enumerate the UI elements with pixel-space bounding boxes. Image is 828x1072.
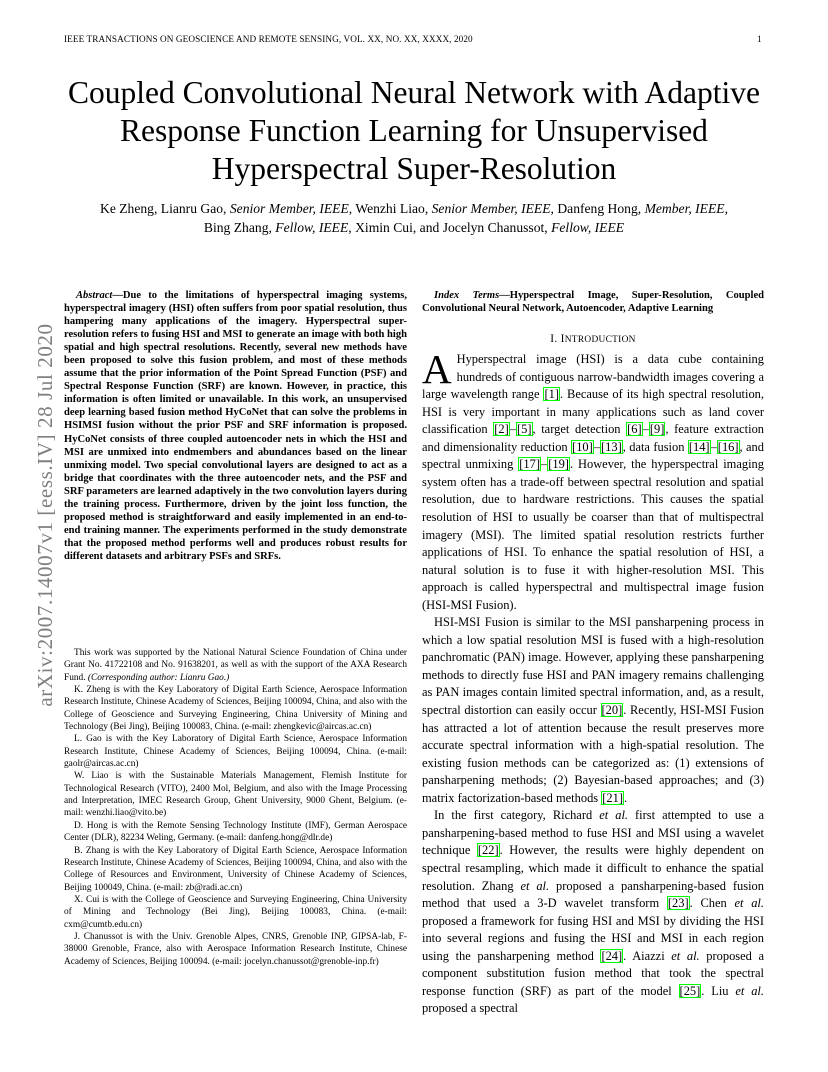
range-dash: – [710,439,717,454]
index-terms-label: Index Terms [434,290,500,301]
intro-paragraph-3 [422,807,764,1018]
citation-link[interactable]: [19] [548,457,569,472]
author-group-5: Ximin Cui, and Jocelyn Chanussot, [355,220,548,235]
paragraph-text: proposed a component substitution fusion method that took the spectral response function (SRF) as part of the model [422,948,764,998]
range-dash: – [593,439,600,454]
author-list [86,199,742,237]
section-heading [422,333,764,345]
footnote-affiliation: D. Hong is with the Remote Sensing Technology Institute (IMF), German Aerospace Center (DLR), 82234 Weling, Germany. (e-mail: danfeng.hong@dlr.de) [64,820,407,844]
paragraph-text: . Recently, HSI-MSI Fusion has attracted a lot of attention because the result preserves more accurate spectral information with a high-spatial resolution. The existing fusion methods can be categorized as: (1) extensions of pansharpening methods; (2) Bayesian-based approaches; and (3) matrix factorization-based methods [422,703,764,805]
footnote-affiliation: B. Zhang is with the Key Laboratory of Digital Earth Science, Aerospace Information Research Institute, Chinese Academy of Sciences, Beijing 100094, China, and also with the College of Resources and Environment, University of Chinese Academy of Sciences, Beijing 100049, China. (e-mail: zb@radi.ac.cn) [64,845,407,893]
author-role-4: Fellow, IEEE, [275,220,352,235]
paragraph-text: . Aiazzi [623,948,672,963]
author-group-4: Bing Zhang, [203,220,272,235]
paragraph-text: . However, the hyperspectral imaging system often has a trade-off between spectral resolution and spatial resolution, due to hardware restrictions. This causes the spatial resolution of HSI to usually be coarser than that of multispectral imagery (MSI). The limited spatial resolution restricts further applications of HSI. To enhance the spatial resolution of HSI, a natural solution is to fuse it with higher-resolution MSI. This approach is called hyperspectral and multispectral image fusion (HSI-MSI Fusion). [422,457,764,612]
et-al: et al. [599,808,629,823]
intro-paragraph-2 [422,614,764,807]
citation-link[interactable]: [1] [544,387,559,402]
paragraph-text: first attempted to use a pansharpening-based method to fuse HSI and MSI using a wavelet technique [422,808,764,858]
paragraph-text: . [623,790,628,805]
et-al: et al. [671,948,700,963]
section-title-rest: NTRODUCTION [564,335,636,346]
paper-title: Coupled Convolutional Neural Network with Adaptive Response Function Learning for Unsupervised Hyperspectral Super-Resolution [67,75,760,186]
paragraph-text: . However, the results were highly dependent on spectral resampling, which made it difficult to enhance the spatial resolution. Zhang [422,843,764,893]
paragraph-text: In the first category, Richard [434,808,600,823]
drop-cap: A [422,346,452,393]
citation-link[interactable]: [17] [519,457,540,472]
paragraph-text: , feature extraction and dimensionality reduction [422,422,765,454]
author-role-1: Senior Member, IEEE, [229,201,353,216]
arxiv-stamp-text: arXiv:2007.14007v1 [eess.IV] 28 Jul 2020 [33,323,57,707]
footnote-corresponding-author: (Corresponding author: Lianru Gao.) [87,672,230,683]
et-al: et al. [735,983,764,998]
abstract-text: —Due to the limitations of hyperspectral imaging systems, hyperspectral imagery (HSI) often suffers from poor spatial resolution, thus hampering many applications of the imagery. Hyperspectral super-resolution refers to fusing HSI and MSI to generate an image with both high spatial and high spectral resolutions. Recently, several new methods have been proposed to solve this fusion problem, and most of these methods assume that the prior information of the Point Spread Function (PSF) and Spectral Response Function (SRF) are known. However, in practice, this information is often limited or unavailable. In this work, an unsupervised deep learning based fusion method HyCoNet that can solve the problems in HSIMSI fusion without the prior PSF and SRF information is proposed. HyCoNet consists of three coupled autoencoder nets in which the HSI and MSI are unmixed into endmembers and abundances based on the linear unmixing model. Two special convolutional layers are designed to act as a bridge that coordinates with the three autoencoder nets, and the PSF and SRF parameters are learned adaptively in the two convolution layers during the training process. Furthermore, driven by the joint loss function, the proposed method is straightforward and easily implemented in an end-to-end training manner. The experiments performed in the study demonstrate that the proposed method performs well and produces robust results for different datasets and arbitrary PSFs and SRFs. [64,290,407,562]
running-head: IEEE TRANSACTIONS ON GEOSCIENCE AND REMOTE SENSING, VOL. XX, NO. XX, XXXX, 2020 [64,34,473,44]
author-group-1: Ke Zheng, Lianru Gao, [100,201,227,216]
citation-link[interactable]: [25] [679,983,701,998]
paragraph-text: . Because of its high spectral resolution, HSI is very important in many applications such as land cover classification [422,387,764,437]
citation-link[interactable]: [6] [627,422,642,437]
author-group-2: Wenzhi Liao, [355,201,429,216]
citation-link[interactable]: [13] [601,439,622,454]
range-dash: – [642,422,649,437]
paragraph-text: , and spectral unmixing [422,439,764,472]
citation-link[interactable]: [9] [649,422,665,437]
paragraph-text: , target detection [532,422,627,437]
author-role-3: Member, IEEE, [644,201,728,216]
range-dash: – [540,457,548,472]
intro-paragraph-1 [422,346,765,614]
section-title-initial: I [560,333,565,346]
paragraph-text: . Liu [701,983,736,998]
footnotes [64,647,407,968]
right-column [422,289,764,1018]
paragraph-text: HSI-MSI Fusion is similar to the MSI pansharpening process in which a low spatial resolution MSI is fused with a high-resolution panchromatic (PAN) image. However, applying these pansharpening methods to directly fuse HSI and PAN imagery remains challenging as PAN images contain limited spectral information, and, as a result, spectral distortion can easily occur [422,615,764,718]
et-al: et al. [734,896,764,911]
left-column [64,289,407,563]
citation-link[interactable]: [16] [717,439,739,454]
paragraph-text: . Chen [689,896,735,911]
footnote-affiliation: K. Zheng is with the Key Laboratory of Digital Earth Science, Aerospace Information Research Institute, Chinese Academy of Sciences, Beijing 100094, China, and also with the College of Geoscience and Surveying Engineering, China University of Mining and Technology (Bei Jing), Beijing 100083, China. (e-mail: zhengkevic@aircas.ac.cn) [64,685,407,733]
paragraph-text: proposed a framework for fusing HSI and MSI by dividing the HSI into several regions and fusing the HSI and MSI in each region using the pansharpening method [422,913,764,963]
citation-link[interactable]: [24] [601,948,623,963]
footnote-affiliation: X. Cui is with the College of Geoscience and Surveying Engineering, China University of Mining and Technology (Bei Jing), Beijing 100083, China. (e-mail: cxm@cumtb.edu.cn) [64,894,407,930]
paragraph-text: proposed a pansharpening-based fusion method that used a 3-D wavelet transform [422,878,764,911]
page-number: 1 [757,34,762,44]
footnote-affiliation: J. Chanussot is with the Univ. Grenoble Alpes, CNRS, Grenoble INP, GIPSA-lab, F-38000 Grenoble, France, also with Aerospace Information Research Institute, Chinese Academy of Sciences, Beijing 100094. (e-mail: jocelyn.chanussot@grenoble-inp.fr) [64,931,407,967]
index-terms-text: —Hyperspectral Image, Super-Resolution, Coupled Convolutional Neural Network, Autoencoder, Adaptive Learning [422,290,765,315]
section-number: I. [550,333,558,346]
footnote-affiliation: W. Liao is with the Sustainable Materials Management, Flemish Institute for Technological Research (VITO), 2400 Mol, Belgium, and also with the Image Processing and Interpretation, IMEC Research Group, Ghent University, 9000 Ghent, Belgium. (e-mail: wenzhi.liao@vito.be) [64,771,407,819]
citation-link[interactable]: [2] [494,422,509,437]
citation-link[interactable]: [23] [667,896,689,911]
index-terms [422,289,764,315]
footnote-affiliation: L. Gao is with the Key Laboratory of Digital Earth Science, Aerospace Information Research Institute, Chinese Academy of Sciences, Beijing 100094, China. (e-mail: gaolr@aircas.ac.cn) [64,734,407,770]
et-al: et al. [520,878,550,893]
paragraph-text: , data fusion [622,439,688,454]
citation-link[interactable]: [22] [477,843,499,858]
footnote-funding-text: This work was supported by the National Natural Science Foundation of China under Grant No. 41722108 and No. 91638201, as well as with the support of the AXA Research Fund. [64,648,407,683]
citation-link[interactable]: [5] [516,422,532,437]
author-group-3: Danfeng Hong, [557,201,642,216]
citation-link[interactable]: [10] [572,439,593,454]
range-dash: – [509,422,516,437]
paragraph-text: Hyperspectral image (HSI) is a data cube containing hundreds of contiguous narrow-bandwidth images covering a large wavelength range [422,352,764,402]
arxiv-stamp [34,305,56,725]
abstract [64,289,407,563]
abstract-label: Abstract [76,290,113,301]
citation-link[interactable]: [14] [688,439,710,454]
paragraph-text: proposed a spectral [422,1001,519,1016]
citation-link[interactable]: [21] [602,790,623,805]
author-role-2: Senior Member, IEEE, [431,201,554,216]
citation-link[interactable]: [20] [601,703,623,718]
author-role-5: Fellow, IEEE [551,220,625,235]
footnote-funding [64,647,407,684]
